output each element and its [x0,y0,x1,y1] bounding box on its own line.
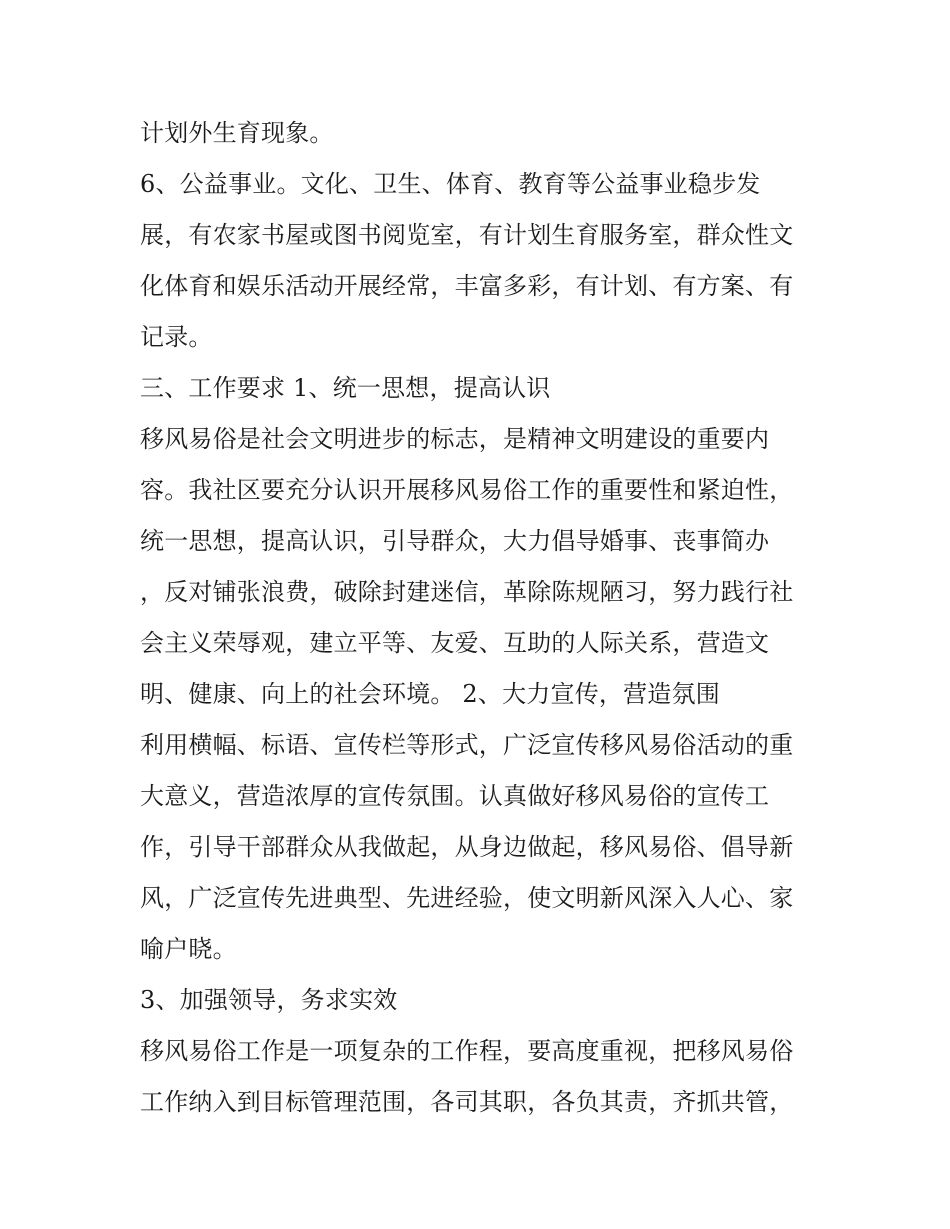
text-line: 利用横幅、标语、宣传栏等形式，广泛宣传移风易俗活动的重 [140,731,794,759]
text-line: 作，引导干部群众从我做起，从身边做起，移风易俗、倡导新 [140,833,794,861]
section-heading: 三、工作要求 1、统一思想，提高认识 [140,374,551,402]
document-body [140,108,820,1128]
text-line: 移风易俗工作是一项复杂的工作程，要高度重视，把移风易俗 [140,1037,794,1065]
text-line: 统一思想，提高认识，引导群众，大力倡导婚事、丧事简办 [140,527,770,555]
text-line: 工作纳入到目标管理范围，各司其职，各负其责，齐抓共管， [140,1088,794,1116]
text-line: 记录。 [140,323,213,351]
text-line: 展，有农家书屋或图书阅览室，有计划生育服务室，群众性文 [140,221,794,249]
text-line: 移风易俗是社会文明进步的标志，是精神文明建设的重要内 [140,425,770,453]
text-line: 大意义，营造浓厚的宣传氛围。认真做好移风易俗的宣传工 [140,782,770,810]
text-line: 容。我社区要充分认识开展移风易俗工作的重要性和紧迫性， [140,476,794,504]
text-line: 6、公益事业。文化、卫生、体育、教育等公益事业稳步发 [140,170,761,198]
subsection-heading: 3、加强领导，务求实效 [140,986,398,1014]
text-line: 喻户晓。 [140,935,237,963]
text-line: 明、健康、向上的社会环境。 2、大力宣传，营造氛围 [140,680,720,708]
text-line: 计划外生育现象。 [140,119,334,147]
text-line: 风，广泛宣传先进典型、先进经验，使文明新风深入人心、家 [140,884,794,912]
text-line: 会主义荣辱观，建立平等、友爱、互助的人际关系，营造文 [140,629,770,657]
text-line: 化体育和娱乐活动开展经常，丰富多彩，有计划、有方案、有 [140,272,794,300]
text-line: ，反对铺张浪费，破除封建迷信，革除陈规陋习，努力践行社 [140,578,794,606]
